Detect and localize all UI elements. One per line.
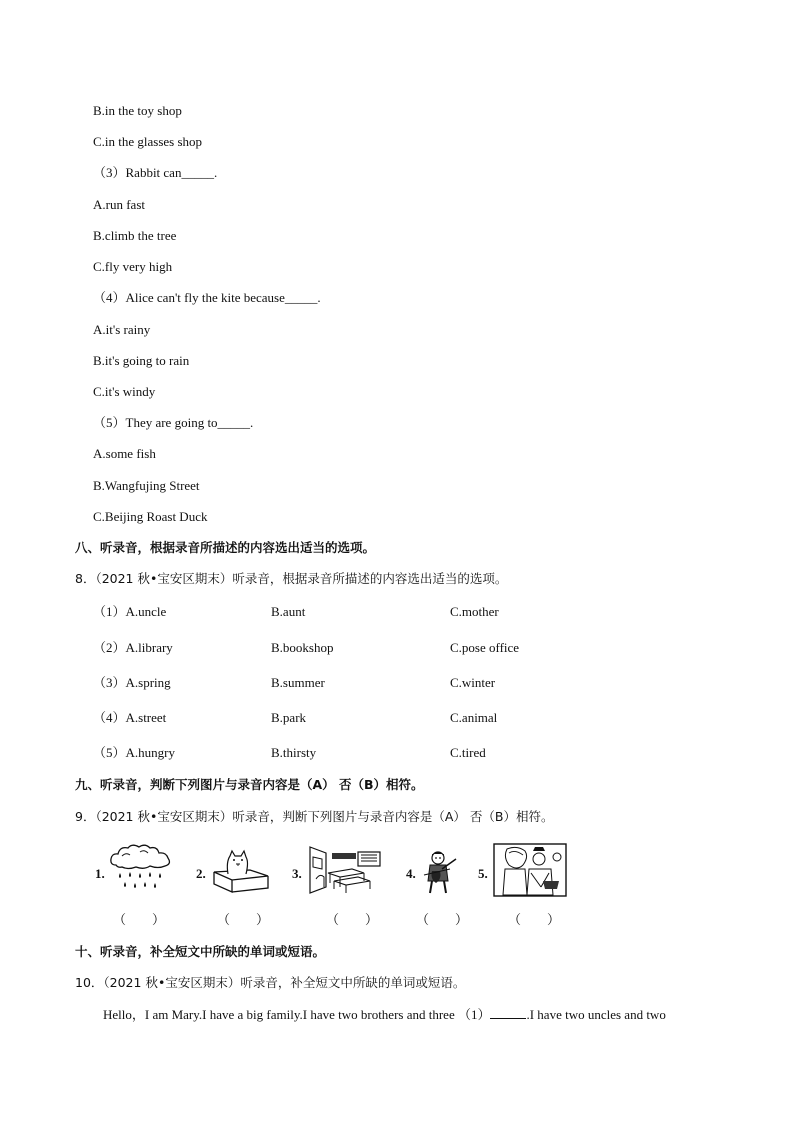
question-5-they: （5）They are going to_____. [93,415,254,430]
section-10-heading: 十、听录音，补全短文中所缺的单词或短语。 [75,944,326,959]
passage-end: .I have two uncles and two [526,1007,666,1022]
picture-4-answer[interactable]: （ ） [416,912,469,927]
row-2-option-c: C.pose office [450,640,520,655]
passage-paragraph [103,1006,666,1024]
option-a-some-fish: A.some fish [93,446,156,461]
row-2-option-b: B.bookshop [271,640,334,655]
row-1-option-b: B.aunt [271,604,306,619]
option-a-run-fast: A.run fast [93,197,145,212]
picture-1-label: 1. [95,866,105,881]
row-5-option-b: B.thirsty [271,745,317,760]
row-1-option-a: （1）A.uncle [93,604,167,619]
row-5-option-a: （5）A.hungry [93,745,175,760]
row-3-option-b: B.summer [271,675,325,690]
section-9-heading: 九、听录音，判断下列图片与录音内容是（A） 否（B）相符。 [75,777,424,792]
option-b-toy-shop: B.in the toy shop [93,103,182,118]
option-c-fly-high: C.fly very high [93,259,173,274]
row-4-option-a: （4）A.street [93,710,167,725]
picture-2-answer[interactable]: （ ） [217,912,270,927]
cat-in-box-icon [210,848,272,894]
option-b-climb-tree: B.climb the tree [93,228,177,243]
row-4-option-c: C.animal [450,710,498,725]
picture-4-label: 4. [406,866,416,881]
picture-5-answer[interactable]: （ ） [508,912,561,927]
row-3-option-c: C.winter [450,675,496,690]
question-9: 9．（2021 秋•宝安区期末）听录音，判断下列图片与录音内容是（A） 否（B）相符。 [75,809,554,824]
option-c-glasses-shop: C.in the glasses shop [93,134,203,149]
question-8: 8．（2021 秋•宝安区期末）听录音，根据录音所描述的内容选出适当的选项。 [75,571,508,586]
question-4-alice: （4）Alice can't fly the kite because_____. [93,290,321,305]
option-b-going-to-rain: B.it's going to rain [93,353,190,368]
violin-player-icon [420,849,460,895]
picture-2-label: 2. [196,866,206,881]
classroom-icon [308,843,384,895]
picture-1-answer[interactable]: （ ） [113,912,166,927]
question-10: 10．（2021 秋•宝安区期末）听录音，补全短文中所缺的单词或短语。 [75,975,466,990]
passage-start: Hello，I am Mary.I have a big family.I have two brothers and three （1） [103,1007,491,1022]
picture-3-answer[interactable]: （ ） [326,912,379,927]
picture-3-label: 3. [292,866,302,881]
option-c-roast-duck: C.Beijing Roast Duck [93,509,208,524]
family-dinner-icon [493,843,567,897]
row-3-option-a: （3）A.spring [93,675,171,690]
option-a-rainy: A.it's rainy [93,322,151,337]
row-5-option-c: C.tired [450,745,486,760]
section-8-heading: 八、听录音，根据录音所描述的内容选出适当的选项。 [75,540,376,555]
picture-5-label: 5. [478,866,488,881]
question-3-rabbit: （3）Rabbit can_____. [93,165,218,180]
option-b-wangfujing: B.Wangfujing Street [93,478,200,493]
answer-blank-1[interactable] [490,1006,526,1019]
row-1-option-c: C.mother [450,604,499,619]
row-4-option-b: B.park [271,710,307,725]
row-2-option-a: （2）A.library [93,640,173,655]
rain-cloud-icon [108,843,176,893]
option-c-windy: C.it's windy [93,384,156,399]
